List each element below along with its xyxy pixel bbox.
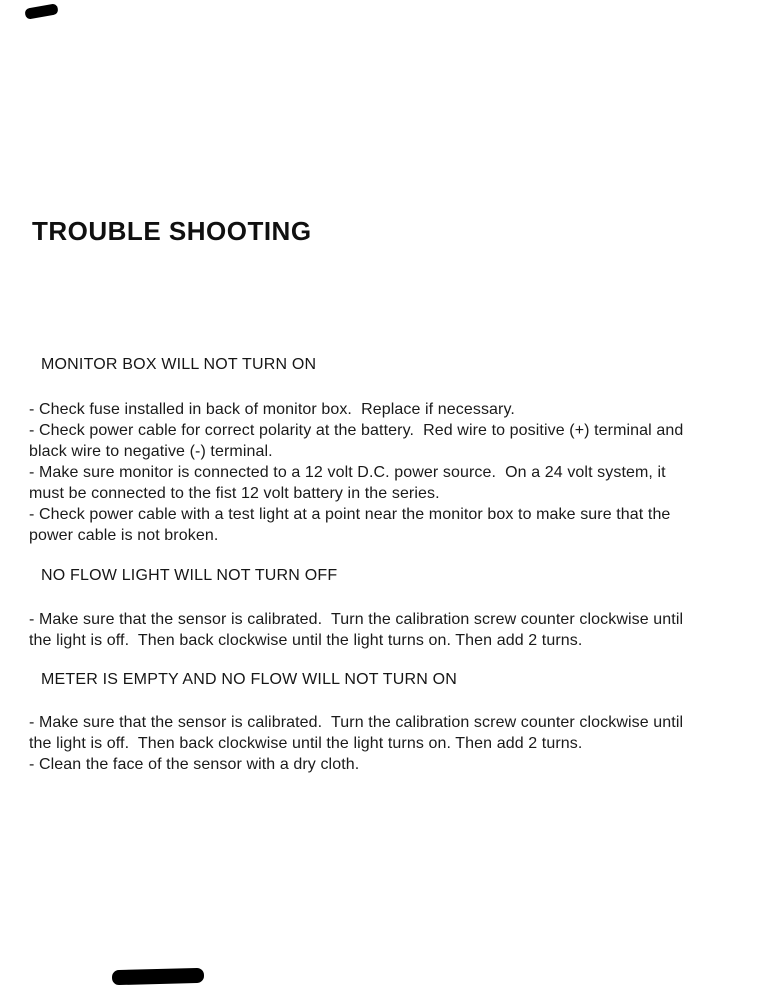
scan-artifact-bottom bbox=[112, 968, 204, 985]
section-body-meter-empty bbox=[29, 712, 683, 775]
text-line: - Check power cable for correct polarity at the battery. Red wire to positive (+) terminal and bbox=[29, 422, 684, 439]
text-line: must be connected to the fist 12 volt battery in the series. bbox=[29, 485, 440, 502]
text-line: - Make sure that the sensor is calibrated. Turn the calibration screw counter clockwise until bbox=[29, 714, 684, 731]
text-line: power cable is not broken. bbox=[29, 527, 219, 544]
text-line: - Clean the face of the sensor with a dry cloth. bbox=[29, 756, 360, 773]
section-heading-meter-empty: METER IS EMPTY AND NO FLOW WILL NOT TURN ON bbox=[41, 671, 458, 688]
text-line: the light is off. Then back clockwise until the light turns on. Then add 2 turns. bbox=[29, 632, 583, 649]
section-body-monitor-box bbox=[29, 399, 683, 546]
text-line: - Check fuse installed in back of monitor box. Replace if necessary. bbox=[29, 401, 515, 418]
text-line: - Check power cable with a test light at a point near the monitor box to make sure that the bbox=[29, 506, 671, 523]
text-line: black wire to negative (-) terminal. bbox=[29, 443, 273, 460]
section-heading-monitor-box: MONITOR BOX WILL NOT TURN ON bbox=[41, 356, 317, 373]
section-heading-no-flow-light: NO FLOW LIGHT WILL NOT TURN OFF bbox=[41, 567, 338, 584]
page-title: TROUBLE SHOOTING bbox=[32, 216, 312, 246]
text-line: - Make sure monitor is connected to a 12 volt D.C. power source. On a 24 volt system, it bbox=[29, 464, 666, 481]
scan-artifact-top-left bbox=[24, 3, 58, 20]
text-line: - Make sure that the sensor is calibrated. Turn the calibration screw counter clockwise until bbox=[29, 611, 684, 628]
section-body-no-flow-light bbox=[29, 609, 683, 651]
text-line: the light is off. Then back clockwise until the light turns on. Then add 2 turns. bbox=[29, 735, 583, 752]
